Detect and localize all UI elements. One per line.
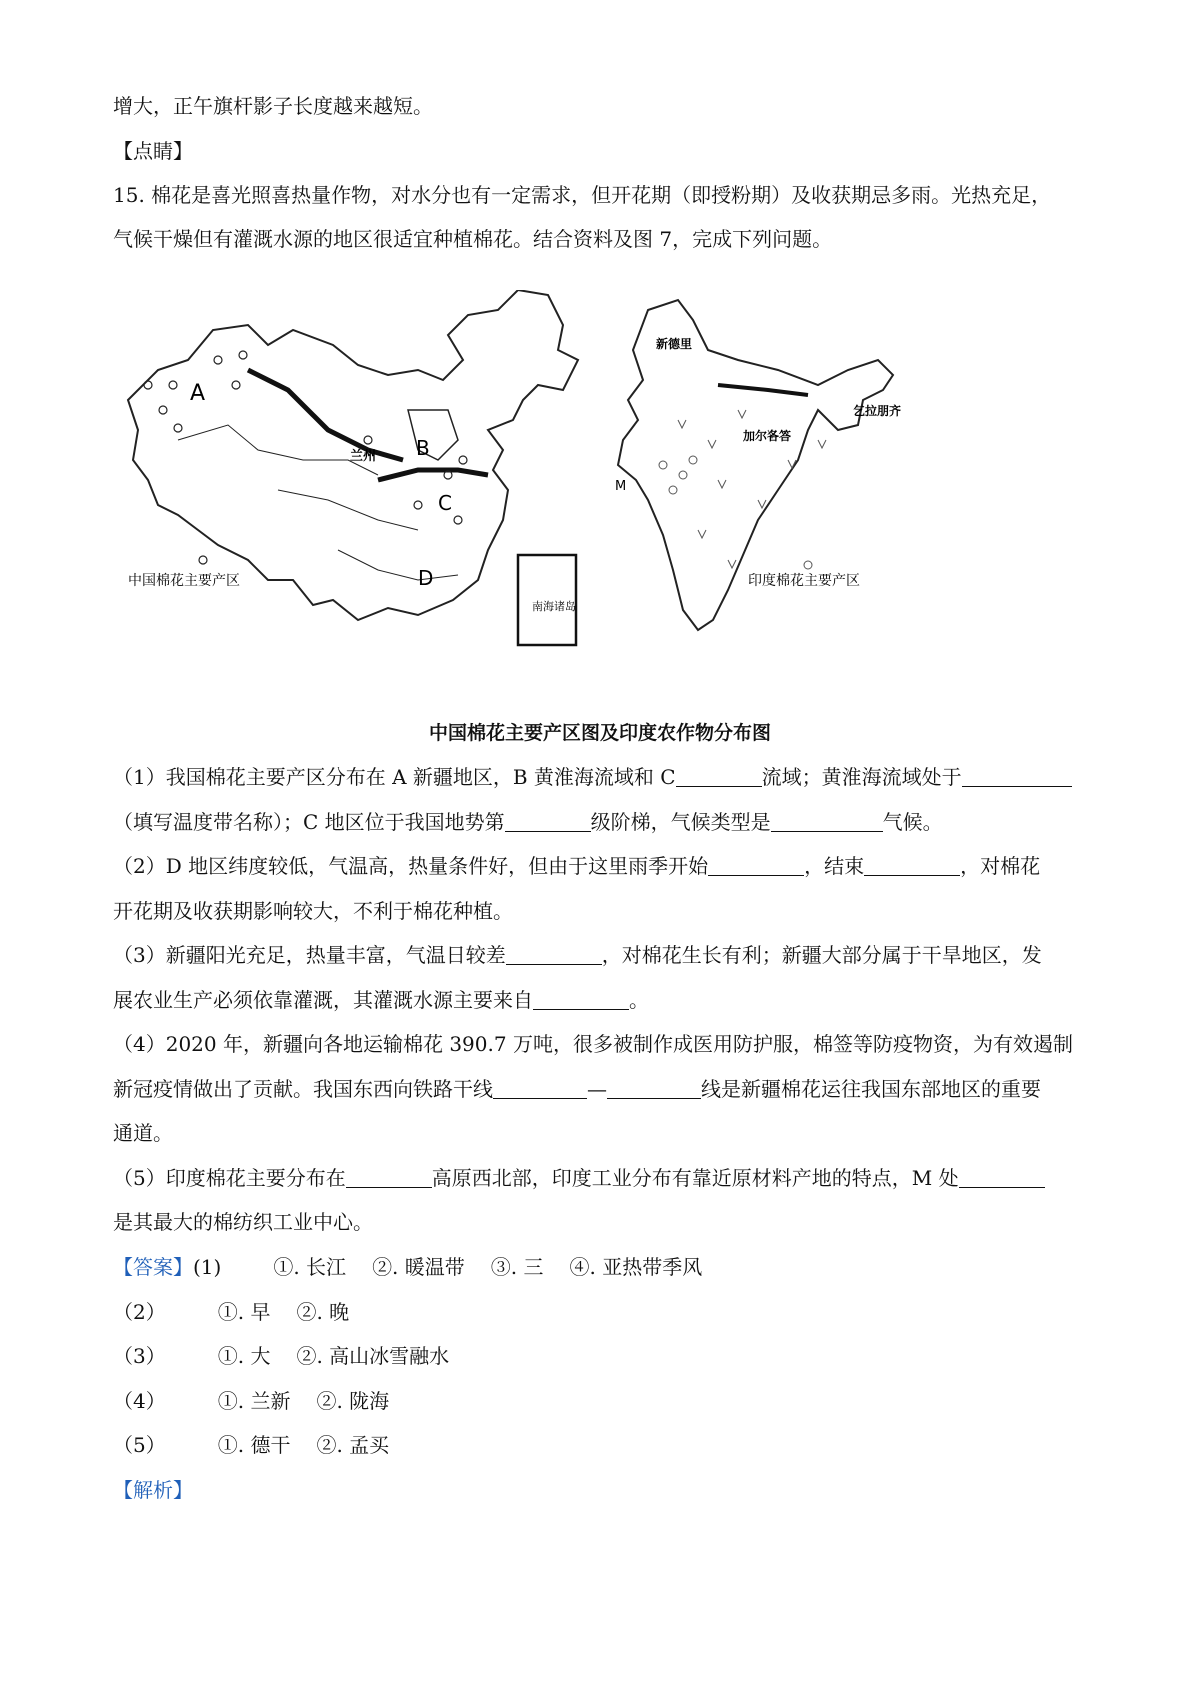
answer-row-3	[113, 1342, 449, 1370]
text: ，对棉花生长有利；新疆大部分属于干旱地区，发	[601, 943, 1042, 967]
answer-item: ②. 晚	[296, 1300, 350, 1324]
sub3-line2	[113, 986, 649, 1014]
sub4-line3: 通道。	[113, 1121, 173, 1145]
text: 新冠疫情做出了贡献。我国东西向铁路干线	[113, 1077, 493, 1101]
text: ，结束	[804, 854, 865, 878]
text: 流域；黄淮海流域处于	[761, 765, 962, 789]
answer-blank	[771, 811, 883, 832]
india-legend: 印度棉花主要产区	[748, 573, 860, 589]
answer-blank	[959, 1167, 1045, 1188]
answer-num: （3）	[113, 1344, 166, 1368]
sub2-line1	[113, 852, 1040, 880]
answer-blank	[708, 855, 804, 876]
label-new-delhi: 新德里	[656, 337, 693, 351]
answer-num: （2）	[113, 1300, 166, 1324]
text: 气候。	[882, 810, 943, 834]
jiexi-label: 【解析】	[113, 1478, 193, 1502]
answer-blank	[346, 1167, 432, 1188]
question-15-line2: 气候干燥但有灌溉水源的地区很适宜种植棉花。结合资料及图 7，完成下列问题。	[113, 227, 833, 251]
answer-label: 【答案】	[113, 1255, 193, 1279]
text: （3）新疆阳光充足，热量丰富，气温日较差	[113, 943, 506, 967]
sub5-line2: 是其最大的棉纺织工业中心。	[113, 1210, 373, 1234]
answer-item: ①. 大	[217, 1344, 271, 1368]
label-d: D	[418, 566, 434, 590]
answer-item: ①. 长江	[273, 1255, 347, 1279]
answer-item: ③. 三	[490, 1255, 544, 1279]
answer-item: ①. 早	[217, 1300, 271, 1324]
answer-blank	[506, 944, 602, 965]
text: （5）印度棉花主要分布在	[113, 1166, 346, 1190]
answer-blank	[493, 1078, 587, 1099]
text: （2）D 地区纬度较低，气温高，热量条件好，但由于这里雨季开始	[113, 854, 709, 878]
label-c: C	[438, 491, 452, 515]
sub4-line2	[113, 1075, 1041, 1103]
cotton-map-figure	[118, 290, 998, 720]
answer-item: ②. 孟买	[316, 1433, 390, 1457]
sub3-line1	[113, 941, 1042, 969]
answer-item: ②. 暖温带	[372, 1255, 465, 1279]
figure-caption: 中国棉花主要产区图及印度农作物分布图	[428, 722, 771, 744]
label-m: M	[615, 479, 627, 494]
sub4-line1: （4）2020 年，新疆向各地运输棉花 390.7 万吨，很多被制作成医用防护服，棉签等防疫物资，为有效遏制	[113, 1032, 1073, 1056]
text: 高原西北部，印度工业分布有靠近原材料产地的特点，M 处	[431, 1166, 959, 1190]
answer-blank	[864, 855, 960, 876]
sub2-line2: 开花期及收获期影响较大，不利于棉花种植。	[113, 899, 513, 923]
label-kolkata: 加尔各答	[743, 429, 792, 443]
text: ，对棉花	[960, 854, 1041, 878]
answer-item: ①. 德干	[217, 1433, 291, 1457]
answer-num: （4）	[113, 1389, 166, 1413]
answer-item: ④. 亚热带季风	[569, 1255, 703, 1279]
text: 级阶梯，气候类型是	[590, 810, 771, 834]
label-lanzhou: 兰州	[350, 449, 377, 464]
answer-row-5	[113, 1431, 389, 1459]
question-15-line1: 15. 棉花是喜光照喜热量作物，对水分也有一定需求，但开花期（即授粉期）及收获期忌多雨。光热充足，	[113, 183, 1052, 207]
label-b: B	[416, 436, 430, 460]
answer-blank	[962, 766, 1072, 787]
text: 展农业生产必须依靠灌溉，其灌溉水源主要来自	[113, 988, 533, 1012]
answer-row-2	[113, 1298, 349, 1326]
answer-blank	[607, 1078, 701, 1099]
text: 线是新疆棉花运往我国东部地区的重要	[701, 1077, 1041, 1101]
text: （填写温度带名称）；C 地区位于我国地势第	[113, 810, 505, 834]
sub1-line2	[113, 808, 943, 836]
answer-row-1	[113, 1253, 702, 1281]
answer-row-4	[113, 1387, 389, 1415]
text: —	[587, 1077, 607, 1101]
answer-num: (1)	[193, 1255, 222, 1279]
answer-blank	[505, 811, 591, 832]
answer-item: ②. 陇海	[316, 1389, 390, 1413]
sub5-line1	[113, 1164, 1045, 1192]
inset-label: 南海诸岛	[532, 600, 576, 613]
answer-blank	[676, 766, 762, 787]
label-a: A	[190, 381, 206, 406]
answer-blank	[533, 989, 629, 1010]
text: （1）我国棉花主要产区分布在 A 新疆地区，B 黄淮海流域和 C	[113, 765, 676, 789]
sub1-line1	[113, 763, 1072, 791]
text: 。	[629, 988, 649, 1012]
answer-item: ①. 兰新	[217, 1389, 291, 1413]
answer-num: （5）	[113, 1433, 166, 1457]
label-cherrapunji: 乞拉朋齐	[853, 404, 902, 418]
china-legend: 中国棉花主要产区	[128, 573, 240, 589]
answer-item: ②. 高山冰雪融水	[296, 1344, 450, 1368]
text-line: 增大，正午旗杆影子长度越来越短。	[113, 94, 433, 118]
dianjing-heading: 【点睛】	[113, 139, 193, 163]
